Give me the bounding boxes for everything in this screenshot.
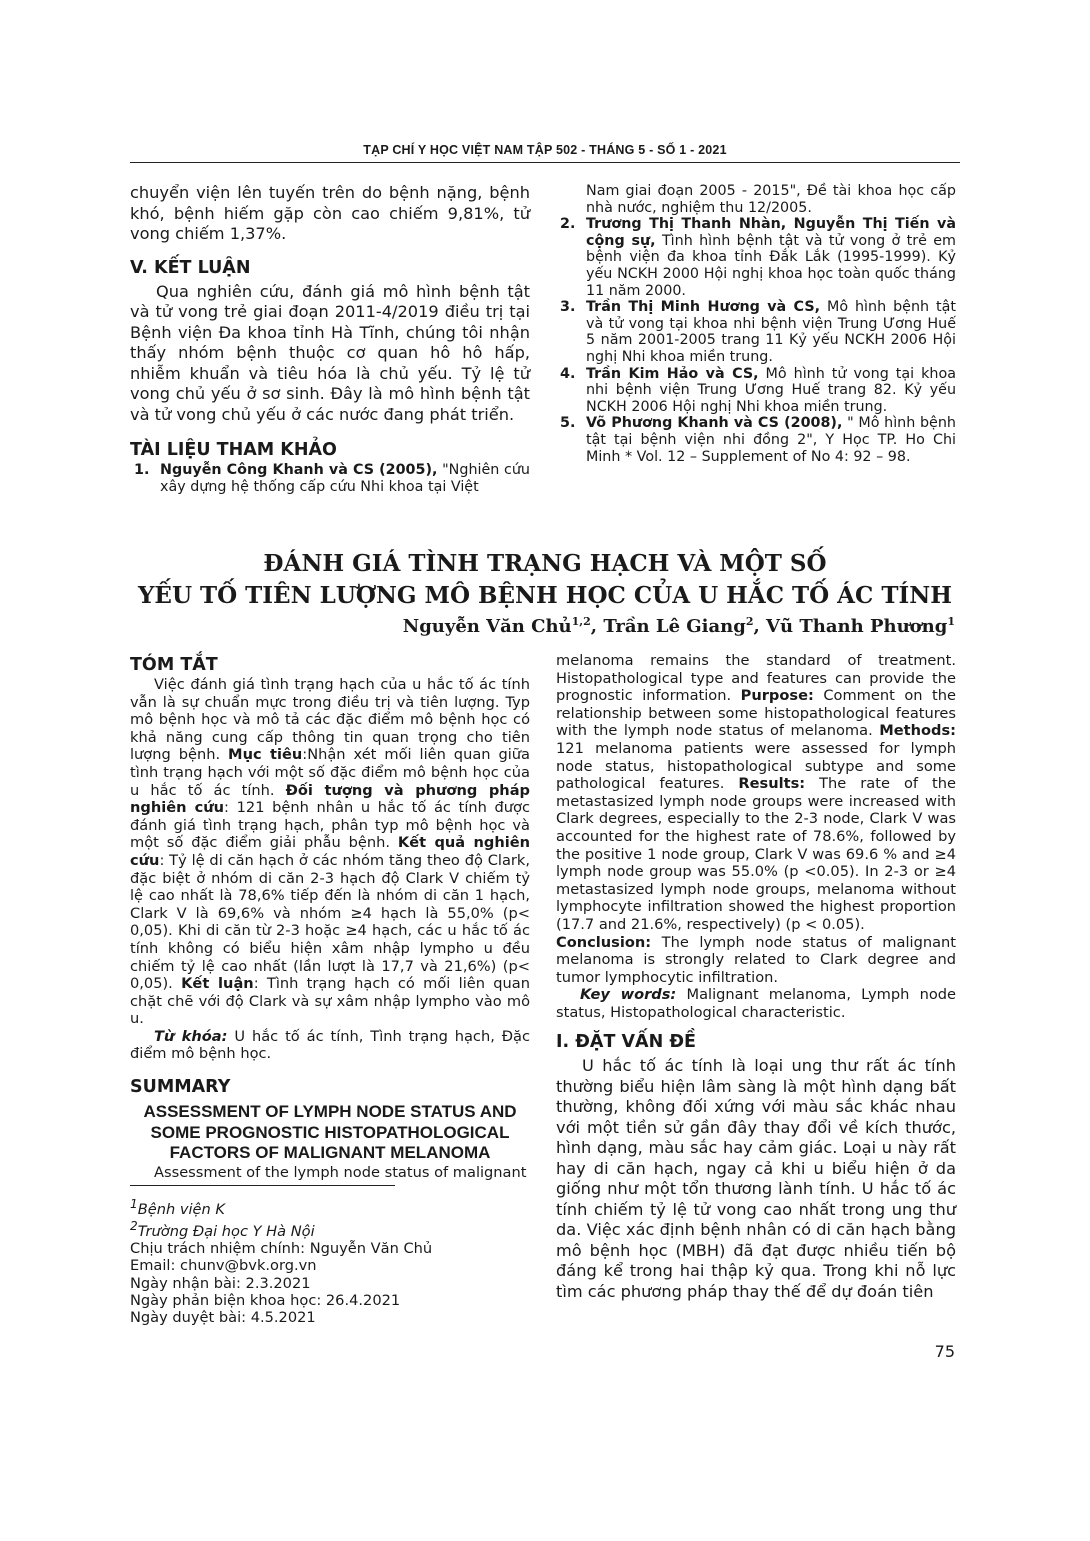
conclusion-heading: V. KẾT LUẬN xyxy=(130,257,251,278)
abstract-heading: TÓM TẮT xyxy=(130,655,218,675)
reference-item xyxy=(556,299,956,365)
reference-item xyxy=(556,415,956,465)
footnote-sup: 2 xyxy=(130,1219,138,1234)
footnotes xyxy=(130,1196,530,1326)
summary-heading: SUMMARY xyxy=(130,1077,231,1098)
contact-email: Email: chunv@bvk.org.vn xyxy=(130,1257,317,1275)
reference-text: Nam giai đoạn 2005 - 2015", Đề tài khoa học cấp nhà nước, nghiệm thu 12/2005. xyxy=(586,183,956,216)
reference-text: Tình hình bệnh tật và tử vong ở trẻ em bệnh viện đa khoa tỉnh Đắk Lắk (1995-1999). Kỷ yếu NCKH 2000 Hội nghị khoa học toàn quốc tháng 11 năm 2000. xyxy=(586,232,956,299)
reference-number: 4. xyxy=(560,365,576,382)
reference-authors: Trần Kim Hảo và CS, xyxy=(586,365,759,382)
reference-authors: Trần Thị Minh Hương và CS, xyxy=(586,299,821,316)
reference-text: Mô hình bệnh tật và tử vong tại khoa nhi bệnh viện Trung Ương Huế 5 năm 2001-2005 trang 11 Kỷ yếu NCKH 2006 Hội nghị Nhi khoa miền trung. xyxy=(586,299,956,365)
approved-date: Ngày duyệt bài: 4.5.2021 xyxy=(130,1308,316,1326)
article-title-line: ĐÁNH GIÁ TÌNH TRẠNG HẠCH VÀ MỘT SỐ xyxy=(263,550,827,577)
abstract-vi-keywords: Từ khóa: U hắc tố ác tính, Tình trạng hạch, Đặc điểm mô bệnh học. xyxy=(130,1027,530,1063)
summary-title: ASSESSMENT OF LYMPH NODE STATUS AND SOME PROGNOSTIC HISTOPATHOLOGICAL FACTORS OF MALIGNANT MELANOMA xyxy=(143,1102,517,1163)
abstract-vi-text: Việc đánh giá tình trạng hạch của u hắc tố ác tính vẫn là sự chuẩn mực trong điều trị và tiên lượng. Typ mô bệnh học và mô tả các đặc điểm mô bệnh học có khả năng cung cấp thông tin quan trọng cho tiên lượng bệnh. Mục tiêu:Nhận xét mối liên quan giữa tình trạng hạch với một số đặc điểm mô bệnh học của u hắc tố ác tính. Đối tượng và phương pháp nghiên cứu: 121 bệnh nhân u hắc tố ác tính được đánh giá tình trạng hạch, phân typ mô bệnh học và một số đặc điểm giải phẫu bệnh. Kết quả nghiên cứu: Tỷ lệ di căn hạch ở các nhóm tăng theo độ Clark, đặc biệt ở nhóm di căn 2-3 hạch độ Clark V chiếm tỷ lệ cao nhất là 78,6% tiếp đến là nhóm di căn 1 hạch, Clark V là 69,6% và nhóm ≥4 hạch là 55,0% (p< 0,05). Khi di căn từ 2-3 hoặc ≥4 hạch, các u hắc tố ác tính không có biểu hiện xâm nhập lympho u đều chiếm tỷ lệ cao nhất (lần lượt là 17,7 và 21,6%) (p< 0,05). Kết luận: Tình trạng hạch có mối liên quan chặt chẽ với độ Clark và sự xâm nhập lympho vào mô u. xyxy=(130,676,531,1028)
received-date: Ngày nhận bài: 2.3.2021 xyxy=(130,1274,311,1292)
reference-authors: Võ Phương Khanh và CS (2008), xyxy=(586,415,843,432)
reference-number: 1. xyxy=(134,462,150,478)
reference-continuation xyxy=(556,183,956,216)
journal-header: TẠP CHÍ Y HỌC VIỆT NAM TẬP 502 - THÁNG 5 - SỐ 1 - 2021 xyxy=(363,143,727,157)
reference-item xyxy=(130,462,530,495)
reference-text: " Mô hình bệnh tật tại bệnh viện nhi đồng 2", Y Học TP. Ho Chi Minh * Vol. 12 – Supplement of No 4: 92 – 98. xyxy=(586,415,956,465)
author-list xyxy=(403,615,955,637)
conclusion-text: Qua nghiên cứu, đánh giá mô hình bệnh tật và tử vong trẻ giai đoạn 2011-4/2019 điều trị tại Bệnh viện Đa khoa tỉnh Hà Tĩnh, chúng tôi nhận thấy nhóm bệnh thuộc cơ quan hô hô hấp, nhiễm khuẩn và tiêu hóa là chủ yếu. Tỷ lệ tử vong chủ yếu ở sơ sinh. Đây là mô hình bệnh tật và tử vong chủ yếu ở các nước đang phát triển. xyxy=(130,281,530,424)
summary-first-line: Assessment of the lymph node status of malignant xyxy=(154,1163,527,1181)
references-heading: TÀI LIỆU THAM KHẢO xyxy=(130,440,337,460)
author-name: Nguyễn Văn Chủ xyxy=(402,616,572,637)
reviewed-date: Ngày phản biện khoa học: 26.4.2021 xyxy=(130,1291,401,1309)
top-left-column xyxy=(130,183,530,495)
reference-number: 5. xyxy=(560,415,576,432)
author-name: Trần Lê Giang xyxy=(603,616,746,637)
reference-item xyxy=(556,216,956,299)
reference-authors: Trương Thị Thanh Nhàn, Nguyễn Thị Tiến và cộng sự, xyxy=(586,216,956,249)
reference-item xyxy=(556,366,956,416)
header-rule xyxy=(130,162,960,163)
reference-text: Mô hình tử vong tại khoa nhi bệnh viện Trung Ương Huế trang 82. Kỷ yếu NCKH 2006 Hội nghị Nhi khoa miền trung. xyxy=(586,365,956,415)
intro-heading: I. ĐẶT VẤN ĐỀ xyxy=(556,1032,696,1053)
summary-text: melanoma remains the standard of treatment. Histopathological type and features can provide the prognostic information. Purpose: Comment on the relationship between some histopathological features with the lymph node status of melanoma. Methods: 121 melanoma patients were assessed for lymph node status, histopathological subtype and some pathological features. Results: The rate of the metastasized lymph node groups were increased with Clark degrees, especially to the 2-3 node, Clark V was accounted for the highest rate of 78.6%, followed by the positive 1 node group, Clark V was 69.6 % and ≥4 lymph node group was 55.0% (p <0.05). In 2-3 or ≥4 metastasized lymph node groups, melanoma without lymphocyte infiltration showed the highest proportion (17.7 and 21.6%, respectively) (p < 0.05). Conclusion: The lymph node status of malignant melanoma is strongly related to Clark degree and tumor lymphocytic infiltration. xyxy=(556,652,957,986)
affiliation-1: Bệnh viện K xyxy=(137,1200,225,1218)
abstract-column-right xyxy=(556,652,956,1302)
author-affiliation-sup: 1 xyxy=(947,615,955,628)
footnote-rule xyxy=(130,1185,395,1186)
reference-number: 2. xyxy=(560,216,576,233)
author-name: Vũ Thanh Phương xyxy=(766,616,948,637)
author-affiliation-sup: 1,2 xyxy=(571,615,591,628)
article-title-line: YẾU TỐ TIÊN LƯỢNG MÔ BỆNH HỌC CỦA U HẮC TỐ ÁC TÍNH xyxy=(138,582,952,609)
reference-number: 3. xyxy=(560,299,576,316)
footnote-sup: 1 xyxy=(130,1197,138,1211)
author-affiliation-sup: 2 xyxy=(745,615,754,628)
responsible-author: Chịu trách nhiệm chính: Nguyễn Văn Chủ xyxy=(130,1240,433,1258)
reference-authors: Nguyễn Công Khanh và CS (2005), xyxy=(160,462,438,478)
affiliation-2: Trường Đại học Y Hà Nội xyxy=(137,1222,315,1240)
page-number: 75 xyxy=(934,1342,955,1361)
author-separator: , xyxy=(590,616,604,637)
top-right-column xyxy=(556,183,956,465)
summary-keywords: Key words: Malignant melanoma, Lymph node status, Histopathological characteristic. xyxy=(556,986,956,1021)
reference-text: "Nghiên cứu xây dựng hệ thống cấp cứu Nhi khoa tại Việt xyxy=(160,462,530,495)
abstract-column-left xyxy=(130,654,530,1181)
article-title xyxy=(100,548,990,612)
intro-text: U hắc tố ác tính là loại ung thư rất ác tính thường biểu hiện lâm sàng là một hình dạng bất thường, không đối xứng với màu sắc khác nhau với một tiền sử gần đây thay đổi về kích thước, hình dạng, màu sắc hay cảm giác. Loại u này rất hay di căn hạch, ngay cả khi u biểu hiện ở da giống như một tổn thương lành tính. U hắc tố ác tính chiếm tỷ lệ tử vong cao nhất trong ung thư da. Việc xác định bệnh nhân có di căn hạch bằng mô bệnh học (MBH) đã đạt được nhiều tiến bộ đáng kể trong hai thập kỷ qua. Trong khi nỗ lực tìm các phương pháp thay thế để dự đoán tiên xyxy=(556,1056,956,1301)
author-separator: , xyxy=(753,616,767,637)
continued-paragraph: chuyển viện lên tuyến trên do bệnh nặng, bệnh khó, bệnh hiếm gặp còn cao chiếm 9,81%, tử vong chiếm 1,37%. xyxy=(130,183,530,243)
